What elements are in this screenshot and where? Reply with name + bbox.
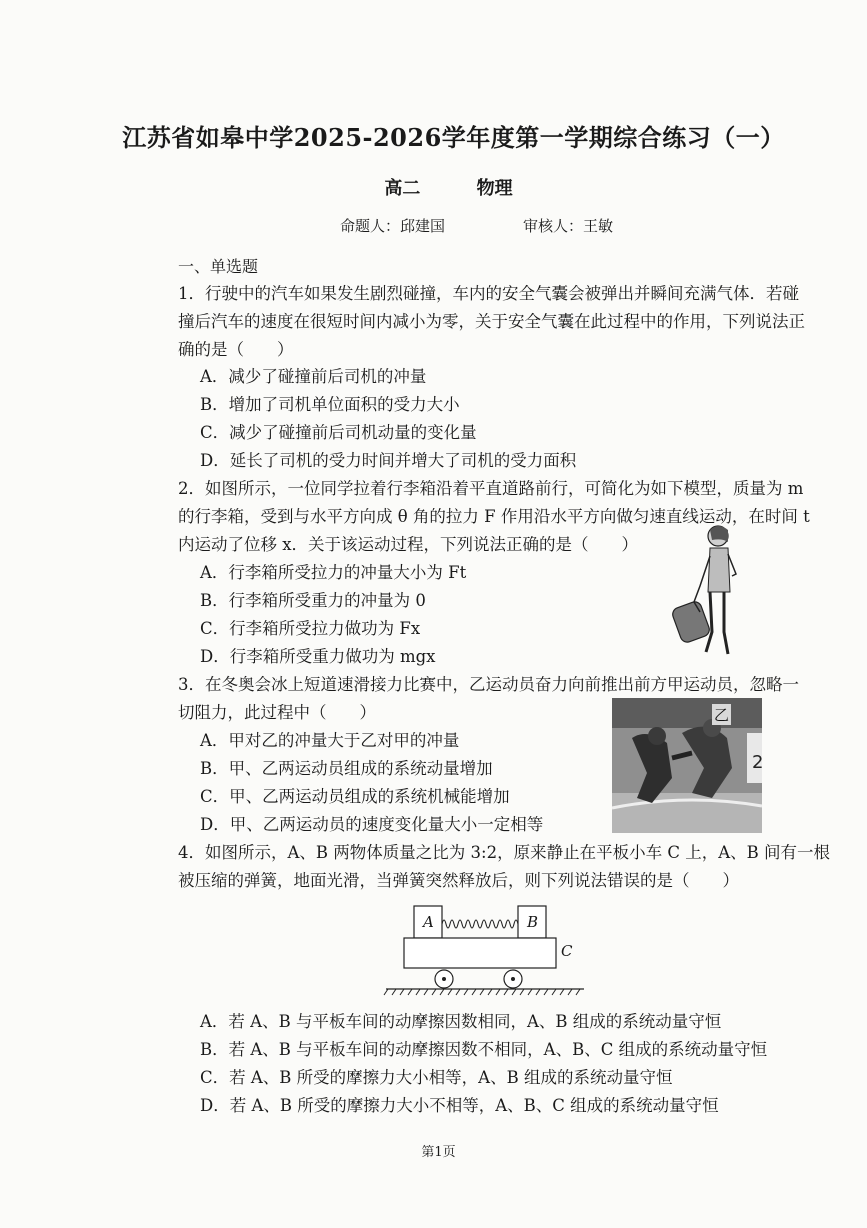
author: 命题人：邱建国 <box>340 217 446 235</box>
person-luggage-figure <box>670 522 742 662</box>
subject-label: 物理 <box>476 178 513 199</box>
exam-subtitle <box>0 174 867 200</box>
author-line <box>340 215 613 236</box>
reviewer: 审核人：王敏 <box>523 217 614 235</box>
question-4-option-b: B．若 A、B 与平板车间的动摩擦因数不相同，A、B、C 组成的系统动量守恒 <box>200 1040 768 1059</box>
question-3-option-d: D．甲、乙两运动员的速度变化量大小一定相等 <box>200 815 544 834</box>
exam-title: 江苏省如皋中学2025-2026学年度第一学期综合练习（一） <box>122 123 785 152</box>
question-4-option-c: C．若 A、B 所受的摩擦力大小相等，A、B 组成的系统动量守恒 <box>200 1068 673 1087</box>
question-3-line-1: 3．在冬奥会冰上短道速滑接力比赛中，乙运动员奋力向前推出前方甲运动员，忽略一 <box>178 675 799 694</box>
grade-label: 高二 <box>384 178 421 199</box>
speed-skating-photo <box>612 698 762 833</box>
question-1-line-1: 1．行驶中的汽车如果发生剧烈碰撞，车内的安全气囊会被弹出并瞬间充满气体．若碰 <box>178 284 799 303</box>
question-1-line-2: 撞后汽车的速度在很短时间内减小为零，关于安全气囊在此过程中的作用，下列说法正 <box>178 312 805 331</box>
question-2-line-1: 2．如图所示，一位同学拉着行李箱沿着平直道路前行，可简化为如下模型，质量为 m <box>178 479 804 498</box>
question-2-option-b: B．行李箱所受重力的冲量为 0 <box>200 591 426 610</box>
question-4-option-a: A．若 A、B 与平板车间的动摩擦因数相同，A、B 组成的系统动量守恒 <box>200 1012 722 1031</box>
question-3-option-c: C．甲、乙两运动员组成的系统机械能增加 <box>200 787 510 806</box>
question-1-option-b: B．增加了司机单位面积的受力大小 <box>200 395 460 414</box>
photo-label: 乙 <box>714 706 730 724</box>
question-4-line-2: 被压缩的弹簧，地面光滑，当弹簧突然释放后，则下列说法错误的是（ ） <box>178 871 739 890</box>
cart-spring-figure <box>380 900 590 1005</box>
question-3-line-2: 切阻力，此过程中（ ） <box>178 703 376 722</box>
question-1-option-c: C．减少了碰撞前后司机动量的变化量 <box>200 423 477 442</box>
question-1-line-3: 确的是（ ） <box>178 340 294 359</box>
question-2-line-3: 内运动了位移 x．关于该运动过程，下列说法正确的是（ ） <box>178 535 639 554</box>
cart-c-label: C <box>561 942 573 960</box>
block-b-label: B <box>527 913 539 931</box>
page-number: 第1页 <box>421 1145 456 1160</box>
question-1-option-a: A．减少了碰撞前后司机的冲量 <box>200 367 427 386</box>
question-4-option-d: D．若 A、B 所受的摩擦力大小不相等，A、B、C 组成的系统动量守恒 <box>200 1096 719 1115</box>
question-3-option-b: B．甲、乙两运动员组成的系统动量增加 <box>200 759 493 778</box>
question-2-option-d: D．行李箱所受重力做功为 mgx <box>200 647 436 666</box>
question-2-line-2: 的行李箱，受到与水平方向成 θ 角的拉力 F 作用沿水平方向做匀速直线运动，在时间 t <box>178 507 810 526</box>
question-3-option-a: A．甲对乙的冲量大于乙对甲的冲量 <box>200 731 460 750</box>
question-2-option-c: C．行李箱所受拉力做功为 Fx <box>200 619 421 638</box>
block-a-label: A <box>423 913 434 931</box>
question-2-option-a: A．行李箱所受拉力的冲量大小为 Ft <box>200 563 467 582</box>
question-4-line-1: 4．如图所示，A、B 两物体质量之比为 3:2，原来静止在平板小车 C 上，A、B 间有一根 <box>178 843 830 862</box>
section-title: 一、单选题 <box>178 257 259 276</box>
photo-number: 2 <box>752 752 764 773</box>
question-1-option-d: D．延长了司机的受力时间并增大了司机的受力面积 <box>200 451 577 470</box>
